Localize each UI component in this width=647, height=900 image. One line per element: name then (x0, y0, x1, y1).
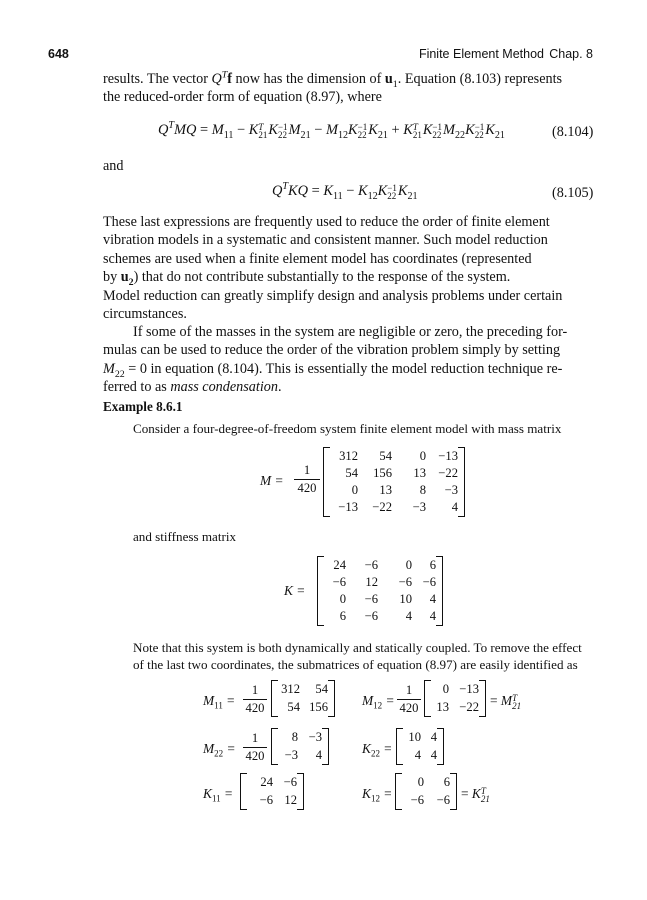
matrix-cell: 54 (345, 466, 358, 480)
matrix-cell: −6 (364, 609, 378, 623)
matrix-cell: −22 (372, 500, 392, 514)
matrix-cell: 4 (429, 609, 436, 623)
k11-matrix (240, 773, 304, 810)
m11-label: $M_{11}$ = (203, 693, 236, 711)
and-stiffness-text: and stiffness matrix (133, 529, 237, 544)
paragraph-3: If some of the masses in the system are negligible or zero, the preceding for- mulas can be used to reduce the order of the vibration problem simply by setting $M_{22} = 0$ in equation (8.104). This is essentially the model reduction technique re- ferred to as mass condensation. (103, 324, 568, 396)
matrix-cell: 4 (414, 748, 421, 762)
matrix-cell: 10 (399, 592, 412, 606)
m22-label: $M_{22}$ = (203, 741, 236, 759)
matrix-cell: −6 (332, 575, 346, 589)
matrix-cell: 156 (309, 700, 328, 714)
page-number: 648 (48, 47, 69, 61)
mass-matrix-label: M = (260, 473, 284, 488)
matrix-cell: 0 (351, 483, 358, 497)
matrix-cell: 4 (430, 748, 437, 762)
equation-number-8-105: (8.105) (552, 185, 594, 201)
matrix-cell: −13 (459, 682, 479, 696)
k22-matrix (396, 728, 444, 765)
matrix-cell: −6 (364, 592, 378, 606)
matrix-cell: 0 (417, 775, 424, 789)
paragraph-1-line-1: results. The vector $Q^Tf$ now has the dimension of $u_1$. Equation (8.103) represents (103, 69, 563, 90)
matrix-cell: 0 (339, 592, 346, 606)
example-intro: Consider a four-degree-of-freedom system finite element model with mass matrix (133, 421, 562, 436)
matrix-cell: 6 (339, 609, 346, 623)
m12-factor: 1 420 (397, 683, 421, 716)
matrix-cell: 312 (281, 682, 300, 696)
matrix-cell: 54 (287, 700, 300, 714)
k12-transpose-equality: = K T 21 (461, 785, 490, 804)
k22-label: $K_{22}$ = (362, 741, 393, 759)
k12-label: $K_{12}$ = (362, 786, 393, 804)
equation-8-105: $Q^TKQ = K_{11} - K_{12}K$ −1 22 $K_{21}$ (272, 181, 418, 202)
matrix-cell: 0 (442, 682, 449, 696)
matrix-cell: 4 (315, 748, 322, 762)
matrix-cell: −3 (412, 500, 426, 514)
matrix-cell: −6 (410, 793, 424, 807)
mass-matrix (323, 447, 465, 517)
matrix-cell: 4 (451, 500, 458, 514)
matrix-cell: −6 (364, 558, 378, 572)
and-text: and (103, 158, 124, 174)
matrix-cell: 4 (429, 592, 436, 606)
matrix-cell: 10 (408, 730, 421, 744)
equation-number-8-104: (8.104) (552, 124, 594, 140)
m11-factor: 1 420 (243, 683, 267, 716)
matrix-cell: −3 (444, 483, 458, 497)
matrix-cell: −13 (338, 500, 358, 514)
k11-label: $K_{11}$ = (203, 786, 233, 804)
matrix-cell: −22 (438, 466, 458, 480)
matrix-cell: 13 (379, 483, 392, 497)
example-note: Note that this system is both dynamically and statically coupled. To remove the effect of the last two coordinates, the submatrices of equation (8.97) are easily identified as (133, 640, 582, 672)
matrix-cell: 8 (419, 483, 426, 497)
stiffness-matrix-label: K = (284, 583, 306, 598)
running-title: Finite Element Method (418, 47, 544, 61)
matrix-cell: 12 (365, 575, 378, 589)
matrix-cell: 13 (413, 466, 426, 480)
matrix-cell: 12 (284, 793, 297, 807)
matrix-cell: −6 (283, 775, 297, 789)
paragraph-1-line-2: the reduced-order form of equation (8.97), where (103, 89, 382, 105)
matrix-cell: 24 (333, 558, 346, 572)
stiffness-matrix (317, 556, 443, 626)
equation-8-104: $Q^TMQ = M_{11} - K$ T 21 K −1 22 $M_{21} - M_{12}K$ −1 22 $K_{21} + K$ T 21 K −1 22 $M_{22}K$ −1 22 $K_{21}$ (158, 120, 505, 141)
matrix-cell: −13 (438, 449, 458, 463)
matrix-cell: −3 (308, 730, 322, 744)
matrix-cell: 156 (373, 466, 392, 480)
matrix-cell: −22 (459, 700, 479, 714)
matrix-cell: 0 (405, 558, 412, 572)
matrix-cell: 312 (339, 449, 358, 463)
matrix-cell: 24 (260, 775, 273, 789)
matrix-cell: −6 (436, 793, 450, 807)
matrix-cell: 8 (291, 730, 298, 744)
matrix-cell: −6 (422, 575, 436, 589)
m12-matrix (424, 680, 486, 717)
matrix-cell: 4 (405, 609, 412, 623)
matrix-cell: 54 (379, 449, 392, 463)
m11-matrix (271, 680, 335, 717)
matrix-cell: 0 (419, 449, 426, 463)
matrix-cell: 13 (436, 700, 449, 714)
chapter-label: Chap. 8 (549, 47, 593, 61)
example-title: Example 8.6.1 (103, 399, 183, 414)
m22-matrix (271, 728, 329, 765)
matrix-cell: −6 (398, 575, 412, 589)
matrix-cell: −3 (284, 748, 298, 762)
m12-label: $M_{12}$ = (362, 693, 395, 711)
matrix-cell: 54 (315, 682, 328, 696)
paragraph-2: These last expressions are frequently used to reduce the order of finite element vibration models in a systematic and consistent manner. Such model reduction schemes are used when a finite element model has coordinates (represented by $u_2$) that do not contribute substantially to the response of the system. Model reduction can greatly simplify design and analysis problems under certain circumstances. (103, 214, 563, 323)
matrix-cell: −6 (259, 793, 273, 807)
k12-matrix (395, 773, 457, 810)
matrix-cell: 4 (430, 730, 437, 744)
m12-transpose-equality: = M T 21 (490, 692, 522, 711)
m22-factor: 1 420 (243, 731, 267, 764)
matrix-cell: 6 (429, 558, 436, 572)
matrix-cell: 6 (443, 775, 450, 789)
mass-matrix-factor: 1 420 (294, 463, 320, 496)
